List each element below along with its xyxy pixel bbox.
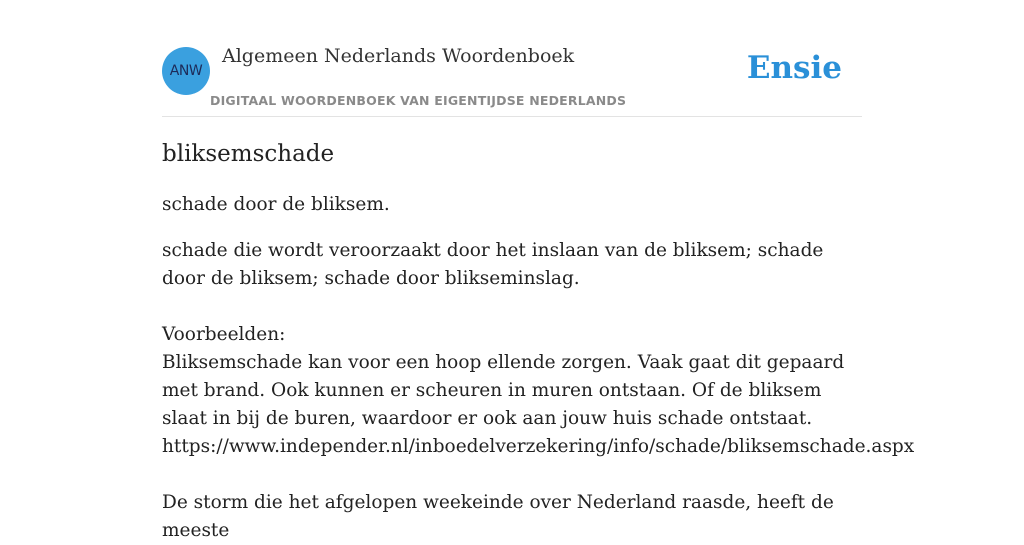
ensie-brand-link[interactable]: Ensie (746, 50, 842, 86)
example-text: Bliksemschade kan voor een hoop ellende zorgen. Vaak gaat dit gepaard met brand. Ook kunnen er scheuren in muren ontstaan. Of de bliksem slaat in bij de buren, waardoor er ook aan jouw huis schade ontstaat. (162, 352, 845, 429)
site-subtitle: DIGITAAL WOORDENBOEK VAN EIGENTIJDSE NEDERLANDS (210, 93, 627, 108)
site-header (162, 0, 862, 117)
site-title[interactable]: Algemeen Nederlands Woordenboek (222, 45, 575, 67)
examples-label: Voorbeelden: (162, 324, 286, 345)
example-text: De storm die het afgelopen weekeinde over Nederland raasde, heeft de meeste (162, 492, 834, 541)
short-definition: schade door de bliksem. (162, 194, 390, 215)
long-definition: schade die wordt veroorzaakt door het inslaan van de bliksem; schade door de bliksem; schade door blikseminslag. (162, 240, 824, 289)
anw-logo[interactable]: ANW (162, 47, 210, 95)
headword: bliksemschade (162, 141, 335, 167)
example-source: https://www.independer.nl/inboedelverzekering/info/schade/bliksemschade.aspx (162, 436, 915, 457)
entry-content (162, 138, 915, 545)
